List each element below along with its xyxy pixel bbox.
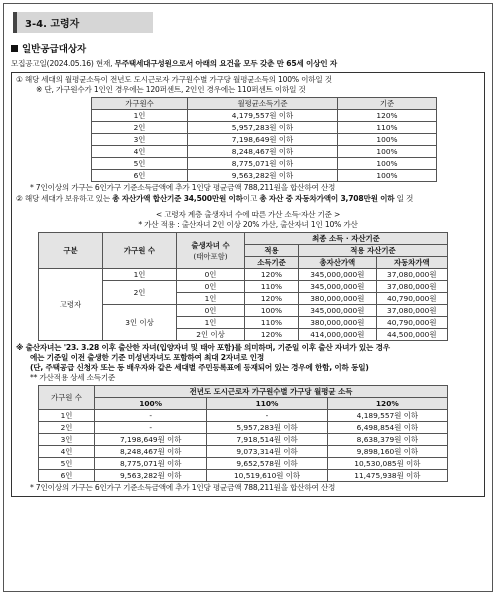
- table-cell: 8,248,467원 이하: [95, 445, 207, 457]
- table-cell: 10,519,610원 이하: [207, 469, 327, 481]
- table-cell: 44,500,000원: [376, 329, 447, 341]
- table-cell: 10,530,085원 이하: [327, 457, 447, 469]
- table-cell: 100%: [338, 158, 437, 170]
- table-cell: 100%: [245, 305, 299, 317]
- table-row: [92, 122, 437, 134]
- table-row: [39, 269, 448, 281]
- h-max: 최종 소득 · 자산기준: [245, 233, 448, 245]
- table-cell: 0인: [177, 281, 245, 293]
- h-income2: 소득기준: [245, 257, 299, 269]
- table-row: [92, 158, 437, 170]
- table-cell: 9,563,282원 이하: [95, 469, 207, 481]
- table-cell: 345,000,000원: [299, 281, 377, 293]
- table-row: [92, 110, 437, 122]
- table-cell: 120%: [245, 329, 299, 341]
- square-bullet-icon: [11, 45, 18, 52]
- table-cell: 37,080,000원: [376, 269, 447, 281]
- table-row: [92, 146, 437, 158]
- table-cell: 3인: [39, 433, 95, 445]
- h3-members: 가구원 수: [39, 386, 95, 410]
- table-row: [39, 457, 448, 469]
- table-cell: 5,957,283원 이하: [188, 122, 338, 134]
- table-cell: 100%: [338, 146, 437, 158]
- table-cell: 6인: [39, 469, 95, 481]
- section-title: 3-4. 고령자: [13, 12, 153, 33]
- h-category: 구분: [39, 233, 103, 269]
- table-cell: 345,000,000원: [299, 305, 377, 317]
- document-page: [3, 3, 493, 592]
- table-cell: -: [95, 421, 207, 433]
- table-cell: 110%: [338, 122, 437, 134]
- table-cell: 100%: [338, 134, 437, 146]
- table-cell: 5인: [92, 158, 188, 170]
- table-cell: 8,248,467원 이하: [188, 146, 338, 158]
- table-cell: 2인: [92, 122, 188, 134]
- criteria1-note: ※ 단, 가구원수가 1인인 경우에는 120퍼센트, 2인인 경우에는 110퍼센트 이하일 것: [36, 85, 306, 94]
- table-cell: -: [95, 409, 207, 421]
- table-cell: 40,790,000원: [376, 293, 447, 305]
- table-cell: 4인: [39, 445, 95, 457]
- table-cell: 345,000,000원: [299, 269, 377, 281]
- table-row: [39, 409, 448, 421]
- table-cell: 37,080,000원: [376, 281, 447, 293]
- table-cell: 9,563,282원 이하: [188, 170, 338, 182]
- h3-col: 100%: [95, 398, 207, 410]
- members-cell: 2인: [103, 281, 177, 305]
- table-row: [39, 469, 448, 481]
- table-cell: 380,000,000원: [299, 293, 377, 305]
- table-cell: 40,790,000원: [376, 317, 447, 329]
- table-cell: 414,000,000원: [299, 329, 377, 341]
- table-cell: 8,775,071원 이하: [95, 457, 207, 469]
- asset-table: [38, 232, 448, 341]
- table-cell: 1인: [39, 409, 95, 421]
- notes2-l4: ** 가산적용 상세 소득기준: [30, 373, 116, 382]
- table-cell: 4,179,557원 이하: [188, 110, 338, 122]
- table3-footnote: * 7인이상의 가구는 6인가구 기준소득금액에 추가 1인당 평균금액 788,211원을 합산하여 산정: [30, 482, 336, 492]
- table-cell: 0인: [177, 305, 245, 317]
- table-cell: 120%: [338, 110, 437, 122]
- table-cell: 2인 이상: [177, 329, 245, 341]
- h-total: 총자산가액: [299, 257, 377, 269]
- table-cell: 100%: [338, 170, 437, 182]
- table-cell: 37,080,000원: [376, 305, 447, 317]
- table1-footnote: * 7인이상의 가구는 6인가구 기준소득금액에 추가 1인당 평균금액 788,211원을 합산하여 산정: [30, 183, 336, 192]
- table-cell: 6,498,854원 이하: [327, 421, 447, 433]
- table-cell: 1인: [177, 317, 245, 329]
- table-row: [39, 445, 448, 457]
- intro-text: 모집공고일(2024.05.16) 현재, 무주택세대구성원으로서 아래의 요건을 모두 갖춘 만 65세 이상인 자: [11, 59, 337, 68]
- criteria2-text: ② 해당 세대가 보유하고 있는 총 자산가액 합산기준 34,500만원 이하이고 총 자산 중 자동차가액이 3,708만원 이하 일 것: [16, 194, 414, 203]
- table-cell: 5,957,283원 이하: [207, 421, 327, 433]
- table-cell: 7,918,514원 이하: [207, 433, 327, 445]
- col-header: 기준: [338, 98, 437, 110]
- members-cell: 3인 이상: [103, 305, 177, 341]
- h-asset: 적용 자산기준: [299, 245, 448, 257]
- table-row: [39, 433, 448, 445]
- table-cell: 120%: [245, 293, 299, 305]
- table-row: [39, 421, 448, 433]
- table-cell: 380,000,000원: [299, 317, 377, 329]
- table-cell: 11,475,938원 이하: [327, 469, 447, 481]
- notes2-l2: 에는 기준일 이전 출생한 기준 미성년자녀도 포함하여 최대 2자녀로 인정: [30, 353, 265, 362]
- h-children: 출생자녀 수 (태아포함): [177, 233, 245, 269]
- table-cell: 2인: [39, 421, 95, 433]
- h-income: 적용: [245, 245, 299, 257]
- table-cell: 6인: [92, 170, 188, 182]
- table-cell: 1인: [177, 293, 245, 305]
- table-row: [92, 170, 437, 182]
- income-table: [91, 97, 437, 182]
- table-cell: 110%: [245, 317, 299, 329]
- criteria-box: [11, 72, 485, 497]
- table-cell: 9,898,160원 이하: [327, 445, 447, 457]
- notes2-l1: ※ 출산자녀는 '23. 3.28 이후 출산한 자녀(입양자녀 및 태아 포함)를 의미하며, 기준일 이후 출산 자녀가 있는 경우: [16, 343, 390, 352]
- heading: 일반공급대상자: [11, 41, 485, 55]
- h-members: 가구원 수: [103, 233, 177, 269]
- table-cell: 4,189,557원 이하: [327, 409, 447, 421]
- table-cell: 3인: [92, 134, 188, 146]
- table-cell: 1인: [92, 110, 188, 122]
- h-car: 자동차가액: [376, 257, 447, 269]
- table-row: [92, 134, 437, 146]
- table-cell: 5인: [39, 457, 95, 469]
- table-cell: 120%: [245, 269, 299, 281]
- table-cell: 4인: [92, 146, 188, 158]
- table-cell: 0인: [177, 269, 245, 281]
- table-cell: 8,638,379원 이하: [327, 433, 447, 445]
- table-cell: 9,073,314원 이하: [207, 445, 327, 457]
- members-cell: 1인: [103, 269, 177, 281]
- table-cell: 7,198,649원 이하: [95, 433, 207, 445]
- h3-col: 110%: [207, 398, 327, 410]
- col-header: 월평균소득기준: [188, 98, 338, 110]
- col-header: 가구원수: [92, 98, 188, 110]
- table2-caption: < 고령자 계층 출생자녀 수에 따른 가산 소득·자산 기준 >: [155, 210, 341, 219]
- table-cell: 7,198,649원 이하: [188, 134, 338, 146]
- table-cell: 110%: [245, 281, 299, 293]
- h3-main: 전년도 도시근로자 가구원수별 가구당 월평균 소득: [95, 386, 448, 398]
- h3-col: 120%: [327, 398, 447, 410]
- table-cell: -: [207, 409, 327, 421]
- table2-caption-note: * 가산 적용 : 출산자녀 2인 이상 20% 가산, 출산자녀 1인 10% 가산: [138, 220, 358, 229]
- notes2-l3: (단, 주택공급 신청자 또는 동 배우자와 같은 세대별 주민등록표에 등재되어 있는 경우에 한함, 이하 동일): [30, 363, 369, 372]
- criteria1-text: ① 해당 세대의 월평균소득이 전년도 도시근로자 가구원수별 가구당 월평균소득의 100% 이하일 것: [16, 75, 332, 84]
- category-cell: 고령자: [39, 269, 103, 341]
- table-cell: 9,652,578원 이하: [207, 457, 327, 469]
- table-cell: 8,775,071원 이하: [188, 158, 338, 170]
- income-detail-table: [38, 385, 448, 482]
